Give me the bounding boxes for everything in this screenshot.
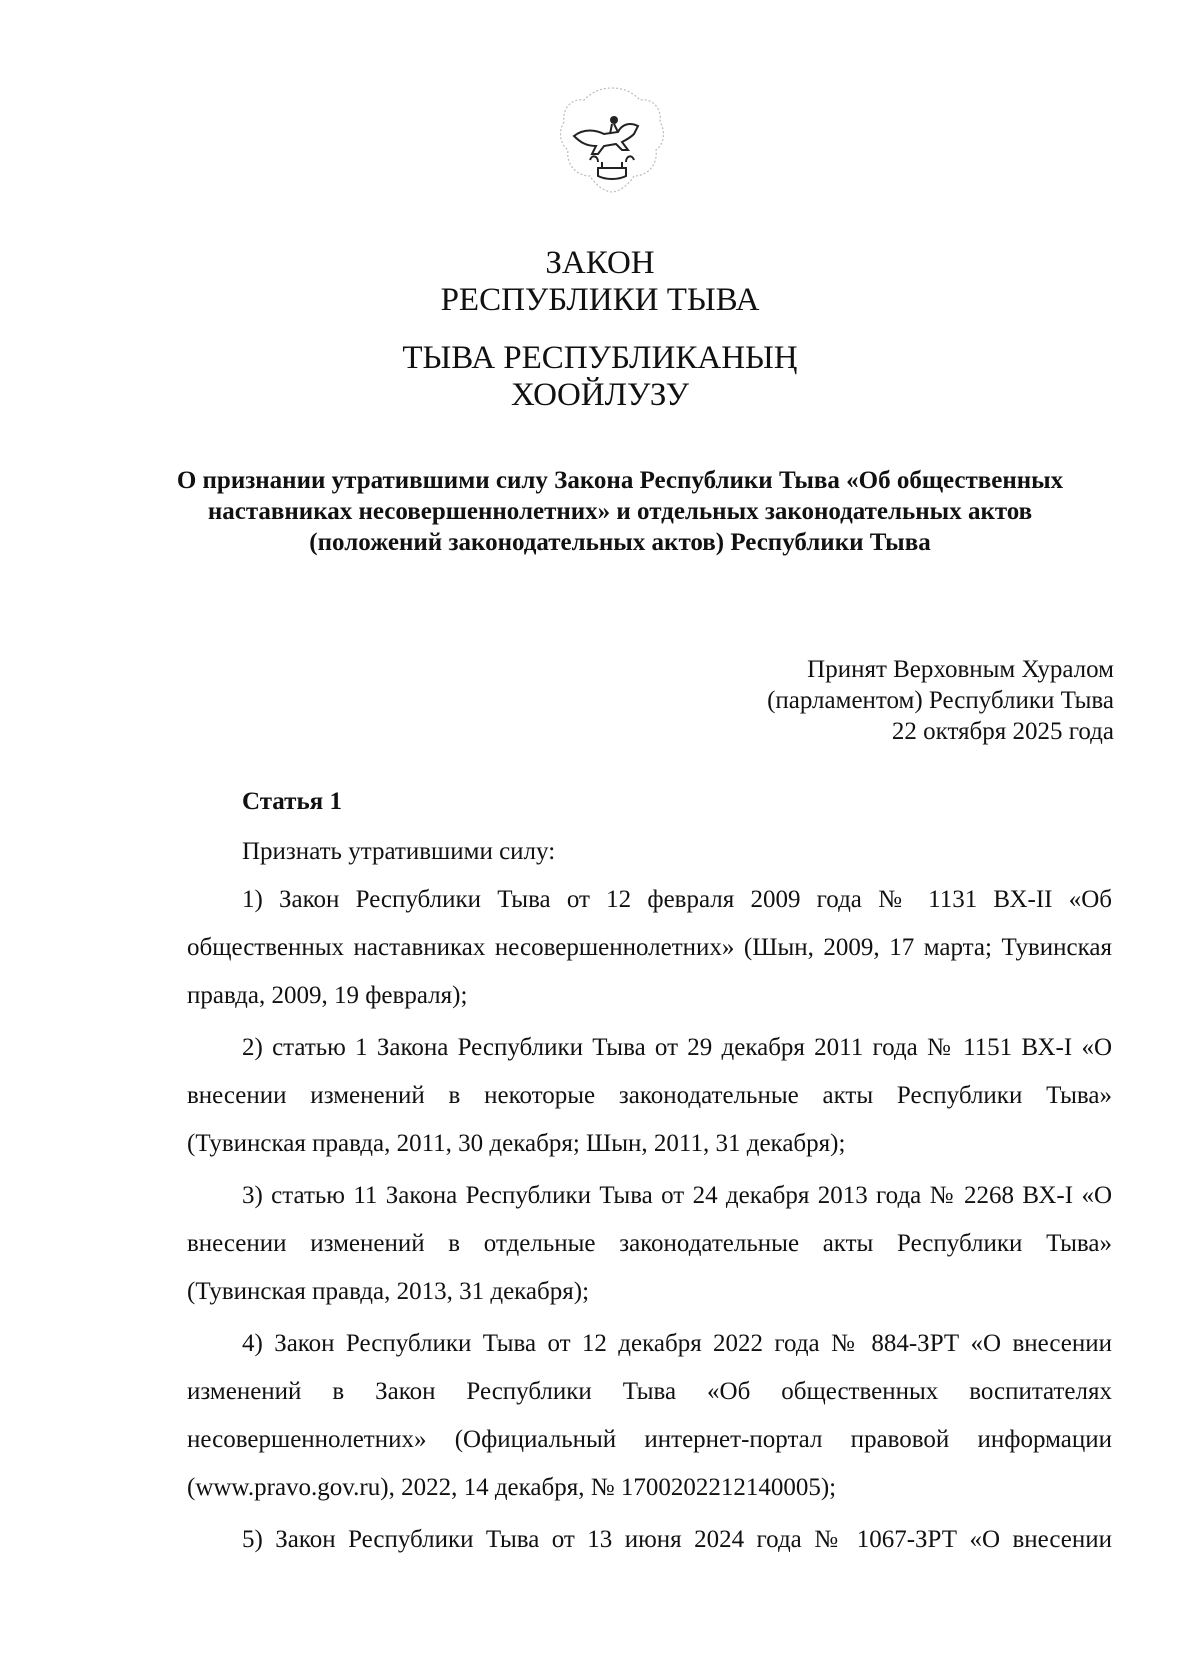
adoption-note [614,654,1114,747]
law-title-tyv-2: ХООЙЛУЗУ [510,377,690,413]
article-item-3: 3) статью 11 Закона Республики Тыва от 24 декабря 2013 года № 2268 ВХ-I «О внесении изменений в отдельные законодательные акты Республики Тыва» (Тувинская правда, 2013, 31 декабря); [187,1182,1112,1305]
adoption-date: 22 октября 2025 года [891,718,1114,745]
adoption-line-1: Принят Верховным Хуралом [807,656,1114,683]
article-item-5: 5) Закон Республики Тыва от 13 июня 2024 года № 1067-ЗРТ «О внесении [242,1526,1112,1553]
article-item-1: 1) Закон Республики Тыва от 12 февраля 2009 года № 1131 ВХ-II «Об общественных наставниках несовершеннолетних» (Шын, 2009, 17 марта; Тувинская правда, 2009, 19 февраля); [187,886,1112,1009]
article-item-2: 2) статью 1 Закона Республики Тыва от 29 декабря 2011 года № 1151 ВХ-I «О внесении изменений в некоторые законодательные акты Республики Тыва» (Тувинская правда, 2011, 30 декабря; Шын, 2011, 31 декабря); [187,1034,1112,1157]
adoption-line-2: (парламентом) Республики Тыва [767,687,1114,714]
law-title-ru-2: РЕСПУБЛИКИ ТЫВА [440,282,760,318]
law-heading: О признании утратившими силу Закона Республики Тыва «Об общественных наставниках несовершеннолетних» и отдельных законодательных актов (положений законодательных актов) Республики Тыва [176,467,1064,556]
article-intro: Признать утратившими силу: [242,838,556,865]
law-title-ru-1: ЗАКОН [545,245,655,281]
article-title: Статья 1 [242,788,342,815]
coat-of-arms-icon [556,84,668,204]
law-title-tyv-1: ТЫВА РЕСПУБЛИКАНЫҢ [402,340,798,376]
article-item-4: 4) Закон Республики Тыва от 12 декабря 2022 года № 884-ЗРТ «О внесении изменений в Закон Республики Тыва «Об общественных воспитателях несовершеннолетних» (Официальный интернет-портал правовой информации (www.pravo.gov.ru), 2022, 14 декабря, № 1700202212140005); [187,1330,1112,1501]
